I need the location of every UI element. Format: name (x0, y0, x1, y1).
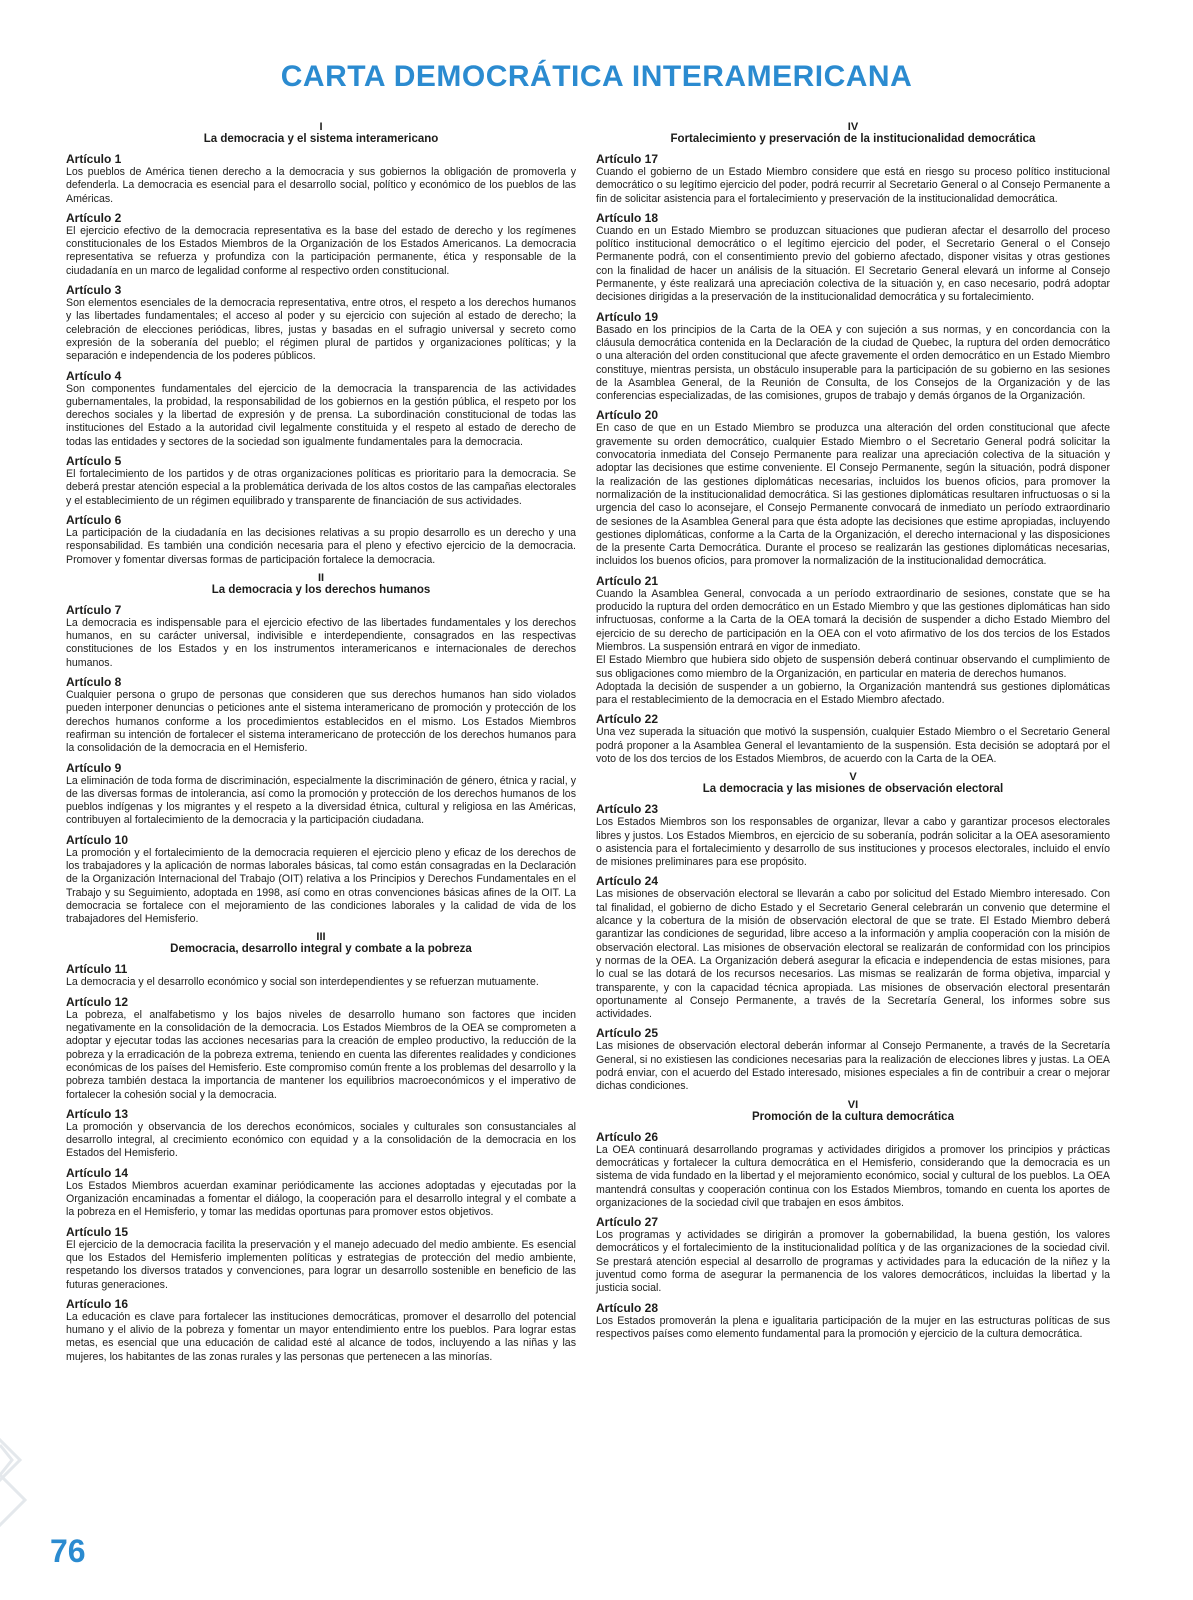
article-text: Los Estados Miembros acuerdan examinar periódicamente las acciones adoptadas y ejecutadas por la Organización encaminadas a fomentar el diálogo, la cooperación para el desarrollo integral y el combate a la pobreza en el Hemisferio, y tomar las medidas oportunas para promover estos objetivos. (66, 1179, 576, 1219)
article-text: Las misiones de observación electoral se llevarán a cabo por solicitud del Estado Miembro interesado. Con tal finalidad, el gobierno de dicho Estado y el Secretario General celebrarán un convenio que determine el alcance y la cobertura de la misión de observación electoral de que se trate. El Estado Miembro deberá garantizar las condiciones de seguridad, libre acceso a la información y amplia cooperación con la misión de observación electoral. Las misiones de observación electoral se realizarán de conformidad con los principios y normas de la OEA. La Organización deberá asegurar la eficacia e independencia de estas misiones, para lo cual se las dotará de los recursos necesarios. Las mismas se realizarán de forma objetiva, imparcial y transparente, y con la capacidad técnica apropiada. Las misiones de observación electoral presentarán oportunamente al Consejo Permanente, a través de la Secretaría General, los informes sobre sus actividades. (596, 888, 1110, 1021)
chapter-title: La democracia y las misiones de observación electoral (702, 783, 1004, 796)
article-title: Artículo 3 (66, 283, 122, 298)
article-text: La pobreza, el analfabetismo y los bajos niveles de desarrollo humano son factores que inciden negativamente en la consolidación de la democracia. Los Estados Miembros de la OEA se comprometen a adoptar y ejecutar todas las acciones necesarias para la creación de empleo productivo, la reducción de la pobreza y la erradicación de la pobreza extrema, teniendo en cuenta las diferentes realidades y condiciones económicas de los países del Hemisferio. Este compromiso común frente a los problemas del desarrollo y la pobreza también destaca la importancia de mantener los equilibrios macroeconómicos y el imperativo de fortalecer la cohesión social y la democracia. (66, 1008, 576, 1101)
article-title: Artículo 14 (66, 1165, 129, 1180)
article (66, 1225, 576, 1292)
article-title: Artículo 19 (596, 309, 659, 324)
article-title: Artículo 7 (66, 602, 122, 617)
article (66, 211, 576, 278)
article-text: Cuando la Asamblea General, convocada a un período extraordinario de sesiones, constate que se ha producido la ruptura del orden democrático en un Estado Miembro y que las gestiones diplomáticas han sido infructuosas, conforme a la Carta de la OEA tomará la decisión de suspender a dicho Estado Miembro del ejercicio de su derecho de participación en la OEA con el voto afirmativo de los dos tercios de los Estados Miembros. La suspensión entrará en vigor de inmediato. (596, 587, 1110, 653)
article-title: Artículo 24 (596, 874, 659, 889)
article-text: La educación es clave para fortalecer las instituciones democráticas, promover el desarrollo del potencial humano y el alivio de la pobreza y fomentar un mayor entendimiento entre los pueblos. Para lograr estas metas, es esencial que una educación de calidad esté al alcance de todos, incluyendo a las niñas y las mujeres, los habitantes de las zonas rurales y las personas que pertenecen a las minorías. (66, 1310, 576, 1363)
chapter-heading (596, 121, 1110, 146)
article-title: Artículo 20 (596, 408, 659, 423)
document-title: CARTA DEMOCRÁTICA INTERAMERICANA (280, 60, 913, 93)
chapter-number: I (319, 121, 323, 133)
page-number: 76 (50, 1533, 86, 1569)
chapter-heading (596, 1099, 1110, 1124)
article-title: Artículo 15 (66, 1224, 129, 1239)
article-title: Artículo 22 (596, 712, 659, 727)
article (66, 833, 576, 927)
article (596, 574, 1110, 708)
article (66, 995, 576, 1102)
article-text: En caso de que en un Estado Miembro se produzca una alteración del orden constitucional que afecte gravemente su orden democrático, cualquier Estado Miembro o el Secretario General podrá solicitar la convocatoria inmediata del Consejo Permanente para realizar una apreciación colectiva de la situación y adoptar las decisiones que estime conveniente. El Consejo Permanente, según la situación, podrá disponer la realización de las gestiones diplomáticas necesarias, incluidos los buenos oficios, para promover la normalización de la institucionalidad democrática. Si las gestiones diplomáticas resultaren infructuosas o si la urgencia del caso lo aconsejare, el Consejo Permanente convocará de inmediato un período extraordinario de sesiones de la Asamblea General para que ésta adopte las decisiones que estime apropiadas, incluyendo gestiones diplomáticas, conforme a la Carta de la Organización, el derecho internacional y las disposiciones de la presente Carta Democrática. Durante el proceso se realizarán las gestiones diplomáticas necesarias, incluidos los buenos oficios, para promover la normalización de la institucionalidad democrática. (596, 422, 1110, 568)
article-text: La democracia y el desarrollo económico y social son interdependientes y se refuerzan mutuamente. (66, 976, 539, 989)
article-title: Artículo 16 (66, 1296, 129, 1311)
article-text: Los Estados Miembros son los responsables de organizar, llevar a cabo y garantizar procesos electorales libres y justos. Los Estados Miembros, en ejercicio de su soberanía, podrán solicitar a la OEA asesoramiento o asistencia para el fortalecimiento y desarrollo de sus instituciones y procesos electorales, incluido el envío de misiones preliminares para ese propósito. (596, 816, 1110, 869)
article (66, 1107, 576, 1161)
article (66, 513, 576, 567)
chapter-number: III (316, 931, 326, 944)
article (596, 802, 1110, 869)
article-title: Artículo 11 (66, 962, 128, 977)
chapter-title: La democracia y los derechos humanos (211, 583, 431, 596)
article (596, 712, 1110, 766)
article (66, 454, 576, 508)
chapter-title: La democracia y el sistema interamericano (203, 133, 439, 145)
article-title: Artículo 9 (66, 760, 122, 775)
article-title: Artículo 1 (66, 152, 122, 166)
article-text: El ejercicio de la democracia facilita la preservación y el manejo adecuado del medio ambiente. Es esencial que los Estados del Hemisferio implementen políticas y estrategias de protección del medio ambiente, respetando los diversos tratados y convenciones, para lograr un desarrollo sostenible en beneficio de las futuras generaciones. (66, 1238, 576, 1291)
article-text: La eliminación de toda forma de discriminación, especialmente la discriminación de género, étnica y racial, y de las diversas formas de intolerancia, así como la promoción y protección de los derechos humanos de los pueblos indígenas y los migrantes y el respeto a la diversidad étnica, cultural y religiosa en las Américas, contribuyen al fortalecimiento de la democracia y la participación ciudadana. (66, 774, 576, 827)
article (596, 874, 1110, 1021)
chapter-heading (596, 771, 1110, 796)
article (596, 1215, 1110, 1295)
article (66, 152, 576, 206)
article-text: Cualquier persona o grupo de personas que consideren que sus derechos humanos han sido violados pueden interponer denuncias o peticiones ante el sistema interamericano de promoción y protección de los derechos humanos conforme a los procedimientos establecidos en el mismo. Los Estados Miembros reafirman su intención de fortalecer el sistema interamericano de protección de los derechos humanos para la consolidación de la democracia en el Hemisferio. (66, 689, 576, 755)
chapter-number: VI (847, 1098, 859, 1111)
article (66, 369, 576, 449)
article-text: Son elementos esenciales de la democracia representativa, entre otros, el respeto a los derechos humanos y las libertades fundamentales; el acceso al poder y su ejercicio con sujeción al estado de derecho; la celebración de elecciones periódicas, libres, justas y basadas en el sufragio universal y secreto como expresión de la soberanía del pueblo; el régimen plural de partidos y organizaciones políticas; y la separación e independencia de los poderes públicos. (66, 297, 576, 363)
article-text: Las misiones de observación electoral deberán informar al Consejo Permanente, a través de la Secretaría General, si no existiesen las condiciones necesarias para la realización de elecciones libres y justas. La OEA podrá enviar, con el acuerdo del Estado interesado, misiones especiales a fin de contribuir a crear o mejorar dichas condiciones. (596, 1040, 1110, 1093)
article (66, 962, 576, 989)
article (66, 603, 576, 670)
article (66, 283, 576, 363)
chapter-number: IV (847, 121, 859, 133)
article (66, 761, 576, 828)
article-title: Artículo 28 (596, 1300, 659, 1315)
article-title: Artículo 27 (596, 1215, 659, 1230)
article (596, 408, 1110, 568)
decorative-pattern-icon (0, 1410, 40, 1530)
article-title: Artículo 2 (66, 210, 122, 225)
article-title: Artículo 26 (596, 1129, 659, 1144)
article (66, 1297, 576, 1364)
article-text: El ejercicio efectivo de la democracia representativa es la base del estado de derecho y los regímenes constitucionales de los Estados Miembros de la Organización de los Estados Americanos. La democracia representativa se refuerza y profundiza con la participación permanente, ética y responsable de la ciudadanía en un marco de legalidad conforme al respectivo orden constitucional. (66, 224, 576, 277)
article-title: Artículo 18 (596, 210, 659, 225)
article-text: La democracia es indispensable para el ejercicio efectivo de las libertades fundamentales y los derechos humanos, en su carácter universal, indivisible e interdependiente, consagrados en las respectivas constituciones de los Estados y en los instrumentos interamericanos e internacionales de derechos humanos. (66, 616, 576, 669)
article-text: La participación de la ciudadanía en las decisiones relativas a su propio desarrollo es un derecho y una responsabilidad. Es también una condición necesaria para el pleno y efectivo ejercicio de la democracia. Promover y fomentar diversas formas de participación fortalece la democracia. (66, 526, 576, 566)
article-text: Cuando el gobierno de un Estado Miembro considere que está en riesgo su proceso político institucional democrático o su legítimo ejercicio del poder, podrá recurrir al Secretario General o al Consejo Permanente a fin de solicitar asistencia para el fortalecimiento y preservación de la institucionalidad democrática. (596, 166, 1110, 205)
article-title: Artículo 10 (66, 832, 129, 847)
article-text: El fortalecimiento de los partidos y de otras organizaciones políticas es prioritario para la democracia. Se deberá prestar atención especial a la problemática derivada de los altos costos de las campañas electorales y el establecimiento de un régimen equilibrado y transparente de financiación de sus actividades. (66, 468, 576, 507)
article-text: Basado en los principios de la Carta de la OEA y con sujeción a sus normas, y en concordancia con la cláusula democrática contenida en la Declaración de la ciudad de Quebec, la ruptura del orden democrático o una alteración del orden constitucional que afecte gravemente el orden democrático en un Estado Miembro constituye, mientras persista, un obstáculo insuperable para la participación de su gobierno en las sesiones de la Asamblea General, de la Reunión de Consulta, de los Consejos de la Organización y de las conferencias especializadas, de las comisiones, grupos de trabajo y demás órganos de la Organización. (596, 323, 1110, 403)
chapter-heading (66, 121, 576, 146)
article-title: Artículo 23 (596, 802, 659, 817)
right-column (596, 118, 1110, 1346)
article-text: Los pueblos de América tienen derecho a la democracia y sus gobiernos la obligación de promoverla y defenderla. La democracia es esencial para el desarrollo social, político y económico de los pueblos de las Américas. (66, 166, 576, 205)
chapter-number: II (317, 571, 325, 584)
article (596, 152, 1110, 206)
article-paragraph: El Estado Miembro que hubiera sido objeto de suspensión deberá continuar observando el cumplimiento de sus obligaciones como miembro de la Organización, en particular en materia de derechos humanos. (596, 654, 1110, 680)
article-title: Artículo 6 (66, 512, 122, 527)
article-text: Cuando en un Estado Miembro se produzcan situaciones que pudieran afectar el desarrollo del proceso político institucional democrático o el legítimo ejercicio del poder, el Secretario General o el Consejo Permanente podrá, con el consentimiento previo del gobierno afectado, disponer visitas y otras gestiones con la finalidad de hacer un análisis de la situación. El Secretario General elevará un informe al Consejo Permanente, y éste realizará una apreciación colectiva de la situación y, en caso necesario, podrá adoptar decisiones dirigidas a la preservación de la institucionalidad democrática y su fortalecimiento. (596, 224, 1110, 304)
chapter-heading (66, 572, 576, 597)
article-text: La promoción y observancia de los derechos económicos, sociales y culturales son consustanciales al desarrollo integral, al crecimiento económico con equidad y a la consolidación de la democracia en los Estados del Hemisferio. (66, 1120, 576, 1160)
chapter-title: Fortalecimiento y preservación de la institucionalidad democrática (670, 133, 1036, 145)
article (596, 310, 1110, 404)
article-title: Artículo 5 (66, 454, 122, 469)
article-text: Son componentes fundamentales del ejercicio de la democracia la transparencia de las actividades gubernamentales, la probidad, la responsabilidad de los gobiernos en la gestión pública, el respeto por los derechos sociales y la libertad de expresión y de prensa. La subordinación constitucional de todas las instituciones del Estado a la autoridad civil legalmente constituida y el respeto al estado de derecho de todas las entidades y sectores de la sociedad son igualmente fundamentales para la democracia. (66, 382, 576, 448)
article (596, 1301, 1110, 1342)
article-title: Artículo 13 (66, 1106, 129, 1121)
chapter-title: Democracia, desarrollo integral y combate a la pobreza (170, 943, 472, 956)
article-title: Artículo 4 (66, 368, 122, 383)
chapter-heading (66, 931, 576, 956)
article-title: Artículo 8 (66, 675, 122, 690)
article-text: Una vez superada la situación que motivó la suspensión, cualquier Estado Miembro o el Secretario General podrá proponer a la Asamblea General el levantamiento de la suspensión. Esta decisión se adoptará por el voto de los dos tercios de los Estados Miembros, de acuerdo con la Carta de la OEA. (596, 726, 1110, 765)
article (596, 1130, 1110, 1210)
article-text: Los Estados promoverán la plena e igualitaria participación de la mujer en las estructuras políticas de sus respectivos países como elemento fundamental para la promoción y ejercicio de la cultura democrática. (596, 1314, 1110, 1340)
article (66, 675, 576, 755)
article-title: Artículo 12 (66, 994, 129, 1009)
chapter-number: V (849, 771, 857, 784)
article-text: La promoción y el fortalecimiento de la democracia requieren el ejercicio pleno y eficaz de los derechos de los trabajadores y la aplicación de normas laborales básicas, tal como están consagradas en la Declaración de la Organización Internacional del Trabajo (OIT) relativa a los Principios y Derechos Fundamentales en el Trabajo y su Seguimiento, adoptada en 1998, así como en otras convenciones básicas afines de la OIT. La democracia se fortalece con el mejoramiento de las condiciones laborales y la calidad de vida de los trabajadores del Hemisferio. (66, 846, 576, 926)
article-title: Artículo 17 (596, 152, 659, 166)
left-column (66, 118, 576, 1369)
article (596, 1026, 1110, 1093)
article-title: Artículo 21 (596, 573, 659, 588)
article (596, 211, 1110, 305)
article-text: La OEA continuará desarrollando programas y actividades dirigidos a promover los principios y prácticas democráticas y fortalecer la cultura democrática en el Hemisferio, considerando que la democracia es un sistema de vida fundado en la libertad y el mejoramiento económico, social y cultural de los pueblos. La OEA mantendrá consultas y cooperación continua con los Estados Miembros, tomando en cuenta los aportes de organizaciones de la sociedad civil que trabajen en esos ámbitos. (596, 1143, 1110, 1209)
article-text: Los programas y actividades se dirigirán a promover la gobernabilidad, la buena gestión, los valores democráticos y el fortalecimiento de la institucionalidad política y de las organizaciones de la sociedad civil. Se prestará atención especial al desarrollo de programas y actividades para la educación de la niñez y la juventud como forma de asegurar la permanencia de los valores democráticos, incluidas la libertad y la justicia social. (596, 1229, 1110, 1295)
article-title: Artículo 25 (596, 1026, 659, 1041)
article-paragraph: Adoptada la decisión de suspender a un gobierno, la Organización mantendrá sus gestiones diplomáticas para el restablecimiento de la democracia en el Estado Miembro afectado. (596, 680, 1110, 707)
chapter-title: Promoción de la cultura democrática (752, 1110, 954, 1123)
article (66, 1166, 576, 1220)
